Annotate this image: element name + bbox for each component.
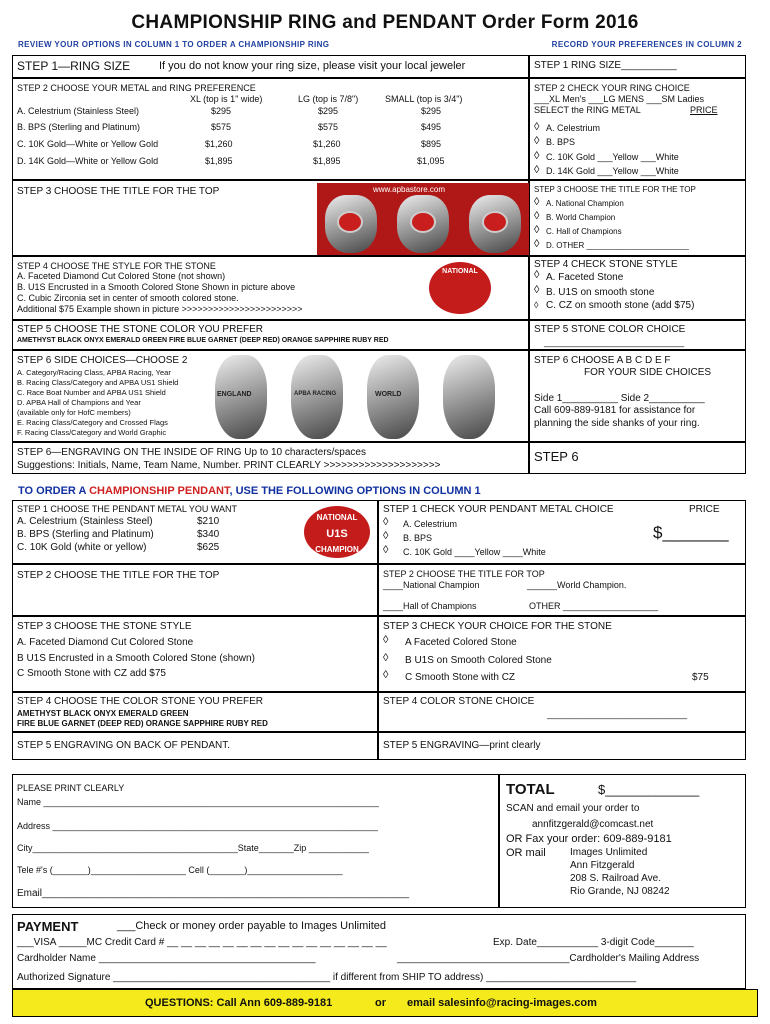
ring-step4-label: STEP 4 CHOOSE THE STYLE FOR THE STONE (17, 261, 216, 271)
ring-step5-label: STEP 5 CHOOSE THE STONE COLOR YOU PREFER (17, 324, 263, 335)
price: $575 (318, 122, 339, 132)
stone-style-choice[interactable]: A. Faceted Stone (546, 272, 624, 283)
size-xl: XL (top is 1" wide) (190, 94, 263, 104)
diamond-icon[interactable]: ◊ (383, 516, 389, 528)
price: $340 (197, 529, 220, 540)
questions-bar (12, 989, 758, 1017)
diamond-icon[interactable]: ◊ (383, 544, 389, 556)
pendant-step3-col2 (378, 616, 746, 692)
title-option[interactable]: A. National Champion (546, 199, 624, 208)
size-sm: SMALL (top is 3/4") (385, 94, 463, 104)
ring-step6-label: STEP 6 SIDE CHOICES—CHOOSE 2 (17, 355, 188, 366)
mail-label: OR mail (506, 847, 546, 859)
price: $1,895 (313, 156, 341, 166)
pendant-metal: C. 10K Gold (white or yellow) (17, 542, 147, 553)
side-option: C. Race Boat Number and APBA US1 Shield (17, 388, 166, 397)
diamond-icon[interactable]: ◊ (383, 530, 389, 542)
diamond-small-icon[interactable]: ◊ (534, 300, 539, 310)
ring-step1-label: STEP 1—RING SIZE (17, 59, 131, 73)
pendant-stone-choice[interactable]: B U1S on Smooth Colored Stone (405, 655, 552, 666)
ring-step4-col2 (529, 256, 746, 320)
ring-step1-box (12, 55, 529, 78)
total-field[interactable]: $_____________ (598, 782, 700, 797)
questions-or: or (375, 997, 386, 1009)
ring-step3-col2-label: STEP 3 CHOOSE THE TITLE FOR THE TOP (534, 185, 696, 194)
pendant-step2-col2-label: STEP 2 CHOOSE THE TITLE FOR TOP (383, 569, 545, 579)
ring-step2-col2-label: STEP 2 CHECK YOUR RING CHOICE (534, 83, 690, 93)
ring-size-choice[interactable]: ___XL Men's ___LG MENS ___SM Ladies (534, 94, 704, 104)
ring-step2-col2 (529, 78, 746, 180)
pendant-heading-a: TO ORDER A (18, 485, 90, 497)
pendant-step3-label: STEP 3 CHOOSE THE STONE STYLE (17, 621, 192, 632)
mail-address-line: Images Unlimited (570, 847, 648, 858)
pendant-step2-box (12, 564, 378, 616)
diamond-icon[interactable]: ◊ (534, 238, 540, 250)
pendant-metal: A. Celestrium (Stainless Steel) (17, 516, 153, 527)
price: $1,895 (205, 156, 233, 166)
pendant-step1-label: STEP 1 CHOOSE THE PENDANT METAL YOU WANT (17, 504, 238, 514)
side-shank-image (291, 355, 343, 439)
price: $75 (692, 672, 709, 683)
pendant-stone-colors: AMETHYST BLACK ONYX EMERALD GREEN (17, 709, 189, 718)
mail-address-line: Rio Grande, NJ 08242 (570, 886, 670, 897)
pendant-stone-style: C Smooth Stone with CZ add $75 (17, 668, 166, 679)
price: $575 (211, 122, 232, 132)
side-option: D. APBA Hall of Champions and Year (17, 398, 141, 407)
diamond-icon[interactable]: ◊ (534, 164, 540, 176)
price: $295 (421, 106, 442, 116)
side-option: (available only for HofC members) (17, 408, 131, 417)
mail-address-line: 208 S. Railroad Ave. (570, 873, 661, 884)
pendant-stone-choice[interactable]: A Faceted Colored Stone (405, 637, 517, 648)
stone-style-choice[interactable]: B. U1S on smooth stone (546, 287, 655, 298)
side-image-label: ENGLAND (217, 391, 252, 398)
pendant-title-option[interactable]: ____Hall of Champions (383, 601, 477, 611)
pendant-metal-option[interactable]: B. BPS (403, 533, 433, 543)
pendant-stone-style: A. Faceted Diamond Cut Colored Stone (17, 637, 194, 648)
pendant-step5-label: STEP 5 ENGRAVING ON BACK OF PENDANT. (17, 740, 231, 751)
pendant-color-field[interactable]: ____________________________ (547, 709, 688, 719)
pendant-step3-col2-label: STEP 3 CHECK YOUR CHOICE FOR THE STONE (383, 621, 612, 632)
title-option[interactable]: D. OTHER _______________________ (546, 241, 689, 250)
ring-step5-box (12, 320, 529, 350)
pendant-title-option[interactable]: ____National Champion (383, 580, 480, 590)
ring-step2-box (12, 78, 529, 180)
email-field[interactable]: Email__________________________________________________________________ (17, 888, 410, 899)
title-option[interactable]: C. Hall of Champions (546, 227, 622, 236)
ring-step5-col2 (529, 320, 746, 350)
title-option[interactable]: B. World Champion (546, 213, 616, 222)
price: $1,260 (313, 139, 341, 149)
cz-stone-image (426, 259, 494, 317)
cardholder-name-field[interactable]: Cardholder Name _______________________________________ (17, 953, 316, 964)
side-option: B. Racing Class/Category and APBA US1 Shield (17, 378, 179, 387)
ring-size-field[interactable]: STEP 1 RING SIZE__________ (534, 60, 677, 71)
payment-label: PAYMENT (17, 919, 79, 934)
stone-style-option: A. Faceted Diamond Cut Colored Stone (not shown) (17, 271, 226, 281)
ring-step3-box (12, 180, 529, 256)
scan-note: SCAN and email your order to (506, 803, 640, 814)
ring-step4-box (12, 256, 529, 320)
right-subtitle: RECORD YOUR PREFERENCES IN COLUMN 2 (551, 40, 742, 49)
diamond-icon[interactable]: ◊ (534, 135, 540, 147)
badge-top-text: NATIONAL (442, 268, 478, 275)
engrave-field-label: STEP 6 (534, 449, 579, 464)
ring-step3-col2 (529, 180, 746, 256)
check-option[interactable]: ___Check or money order payable to Images Unlimited (117, 920, 387, 932)
stone-style-option: C. Cubic Zirconia set in center of smooth colored stone. (17, 293, 239, 303)
mail-address-line: Ann Fitzgerald (570, 860, 635, 871)
pendant-stone-colors: FIRE BLUE GARNET (DEEP RED) ORANGE SAPPHIRE RUBY RED (17, 719, 268, 728)
stone-style-choice[interactable]: C. CZ on smooth stone (add $75) (546, 300, 695, 311)
order-email[interactable]: annfitzgerald@comcast.net (532, 819, 654, 830)
pendant-step2-label: STEP 2 CHOOSE THE TITLE FOR THE TOP (17, 570, 220, 581)
price: $295 (318, 106, 339, 116)
city-state-zip-field[interactable]: City_________________________________________State_______Zip ____________ (17, 843, 369, 853)
select-metal-label: SELECT the RING METAL (534, 105, 641, 115)
pendant-title-option[interactable]: ______World Champion. (527, 580, 627, 590)
side-choice-fields[interactable]: Side 1__________ Side 2__________ (534, 393, 705, 404)
diamond-icon[interactable]: ◊ (534, 210, 540, 222)
pendant-engrave-label: STEP 5 ENGRAVING—print clearly (383, 740, 541, 751)
ring-metal-option[interactable]: A. Celestrium (546, 123, 601, 133)
badge-top-text: NATIONAL (316, 513, 358, 522)
price: $210 (197, 516, 220, 527)
diamond-icon[interactable]: ◊ (534, 224, 540, 236)
stone-colors: AMETHYST BLACK ONYX EMERALD GREEN FIRE BLUE GARNET (DEEP RED) ORANGE SAPPHIRE RUBY RED (17, 337, 389, 344)
assist-note: planning the side shanks of your ring. (534, 418, 700, 429)
card-option[interactable]: ___VISA _____MC Credit Card # __ __ __ __ __ __ __ __ __ __ __ __ __ __ __ __ (17, 937, 387, 948)
left-subtitle: REVIEW YOUR OPTIONS IN COLUMN 1 TO ORDER A CHAMPIONSHIP RING (18, 40, 330, 49)
price-label: PRICE (689, 504, 720, 515)
pendant-step5-box (12, 732, 378, 760)
name-field[interactable]: Name ___________________________________________________________________ (17, 797, 379, 807)
pendant-image (301, 503, 373, 561)
stone (482, 211, 508, 233)
pendant-heading-b: CHAMPIONSHIP PENDANT (89, 485, 230, 497)
engrave-label: STEP 6—ENGRAVING ON THE INSIDE OF RING Up to 10 characters/spaces (17, 447, 366, 458)
pendant-step1-col2 (378, 500, 746, 564)
ring-step1-col2[interactable] (529, 55, 746, 78)
price: $495 (421, 122, 442, 132)
side-option: A. Category/Racing Class, APBA Racing, Year (17, 368, 171, 377)
badge-mid-text: U1S (326, 528, 348, 540)
price: $1,260 (205, 139, 233, 149)
ring-step6-col2-label: STEP 6 CHOOSE A B C D E F (534, 355, 671, 366)
pendant-step3-box (12, 616, 378, 692)
total-label: TOTAL (506, 781, 555, 798)
exp-cvv-fields[interactable]: Exp. Date___________ 3-digit Code_______ (493, 937, 694, 948)
price: $295 (211, 106, 232, 116)
total-box (499, 774, 746, 908)
metal-d: D. 14K Gold—White or Yellow Gold (17, 156, 159, 166)
engrave-suggestions: Suggestions: Initials, Name, Team Name, Number. PRINT CLEARLY >>>>>>>>>>>>>>>>>>>> (17, 460, 441, 471)
diamond-icon[interactable]: ◊ (534, 121, 540, 133)
stone (337, 211, 363, 233)
page-title: CHAMPIONSHIP RING and PENDANT Order Form 2016 (131, 12, 639, 33)
side-image-label: APBA RACING (294, 391, 337, 397)
ring-step6-box (12, 350, 529, 442)
payment-box (12, 914, 746, 989)
ring-engrave-col2[interactable] (529, 442, 746, 474)
signature-field[interactable]: Authorized Signature _______________________________________ if different from SHIP TO address) ___________________________ (17, 972, 637, 983)
pendant-stone-choice[interactable]: C Smooth Stone with CZ (405, 672, 516, 683)
pendant-step4-label: STEP 4 CHOOSE THE COLOR STONE YOU PREFER (17, 696, 263, 707)
pendant-metal-option[interactable]: C. 10K Gold ____Yellow ____White (403, 547, 546, 557)
fax-note: OR Fax your order: 609-889-9181 (506, 833, 672, 845)
size-lg: LG (top is 7/8") (298, 94, 359, 104)
price: $625 (197, 542, 220, 553)
diamond-icon[interactable]: ◊ (534, 284, 540, 296)
metal-c: C. 10K Gold—White or Yellow Gold (17, 139, 159, 149)
ring-step5-col2-label: STEP 5 STONE COLOR CHOICE (534, 324, 686, 335)
address-field[interactable]: Address _________________________________________________________________ (17, 821, 378, 831)
print-clearly-label: PLEASE PRINT CLEARLY (17, 783, 125, 793)
ring-title-banner-image (317, 183, 530, 255)
stone-style-option: Additional $75 Example shown in picture >>>>>>>>>>>>>>>>>>>>>>> (17, 304, 303, 314)
side-option: E. Racing Class/Category and Crossed Flags (17, 418, 168, 427)
ring-step1-note: If you do not know your ring size, please visit your local jeweler (159, 60, 466, 72)
metal-a: A. Celestrium (Stainless Steel) (17, 106, 140, 116)
pendant-metal: B. BPS (Sterling and Platinum) (17, 529, 154, 540)
pendant-step5-col2[interactable] (378, 732, 746, 760)
pendant-title-option[interactable]: OTHER ___________________ (529, 601, 659, 611)
ring-metal-option[interactable]: B. BPS (546, 137, 576, 147)
ring-step2-label: STEP 2 CHOOSE YOUR METAL and RING PREFERENCE (17, 83, 256, 93)
pendant-stone-style: B U1S Encrusted in a Smooth Colored Stone (shown) (17, 653, 255, 664)
pendant-step4-col2-label: STEP 4 COLOR STONE CHOICE (383, 696, 535, 707)
pendant-step4-box (12, 692, 378, 732)
metal-b: B. BPS (Sterling and Platinum) (17, 122, 141, 132)
side-option: F. Racing Class/Category and World Graphic (17, 428, 167, 437)
contact-box (12, 774, 499, 908)
pendant-step1-col2-label: STEP 1 CHECK YOUR PENDANT METAL CHOICE (383, 504, 614, 515)
diamond-icon[interactable]: ◊ (534, 269, 540, 281)
ring-metal-option[interactable]: C. 10K Gold ___Yellow ___White (546, 152, 679, 162)
diamond-icon[interactable]: ◊ (383, 669, 389, 681)
price: $895 (421, 139, 442, 149)
pendant-step4-col2 (378, 692, 746, 732)
banner-url: www.apbastore.com (373, 185, 446, 194)
stone-style-option: B. U1S Encrusted in a Smooth Colored Stone Shown in picture above (17, 282, 296, 292)
stone (410, 211, 436, 233)
phone-fields[interactable]: Tele #'s (_______)___________________ Cell (_______)___________________ (17, 865, 343, 875)
cardholder-address-field[interactable]: _______________________________Cardholder's Mailing Address (397, 953, 700, 964)
ring-step3-label: STEP 3 CHOOSE THE TITLE FOR THE TOP (17, 186, 220, 197)
assist-note: Call 609-889-9181 for assistance for (534, 405, 696, 416)
diamond-icon[interactable]: ◊ (383, 634, 389, 646)
side-shank-image (443, 355, 495, 439)
diamond-icon[interactable]: ◊ (383, 652, 389, 664)
price: $1,095 (417, 156, 445, 166)
ring-engrave-box (12, 442, 529, 474)
badge-bottom-text: CHAMPION (315, 545, 359, 554)
diamond-icon[interactable]: ◊ (534, 150, 540, 162)
questions-email[interactable]: email salesinfo@racing-images.com (407, 997, 597, 1009)
diamond-icon[interactable]: ◊ (534, 196, 540, 208)
pendant-metal-option[interactable]: A. Celestrium (403, 519, 458, 529)
stone-color-field[interactable]: ____________________________ (544, 337, 685, 347)
price-label: PRICE (690, 105, 718, 115)
pendant-step2-col2 (378, 564, 746, 616)
pendant-step1-box (12, 500, 378, 564)
side-image-label: WORLD (375, 391, 402, 398)
pendant-heading (18, 485, 481, 497)
ring-metal-option[interactable]: D. 14K Gold ___Yellow ___White (546, 166, 679, 176)
ring-step4-col2-label: STEP 4 CHECK STONE STYLE (534, 259, 678, 270)
pendant-price-field[interactable]: $_______ (653, 523, 729, 542)
pendant-heading-c: , USE THE FOLLOWING OPTIONS IN COLUMN 1 (229, 485, 481, 497)
ring-step6-col2-label2: FOR YOUR SIDE CHOICES (584, 367, 712, 378)
questions-phone: QUESTIONS: Call Ann 609-889-9181 (145, 997, 333, 1009)
ring-step6-col2 (529, 350, 746, 442)
